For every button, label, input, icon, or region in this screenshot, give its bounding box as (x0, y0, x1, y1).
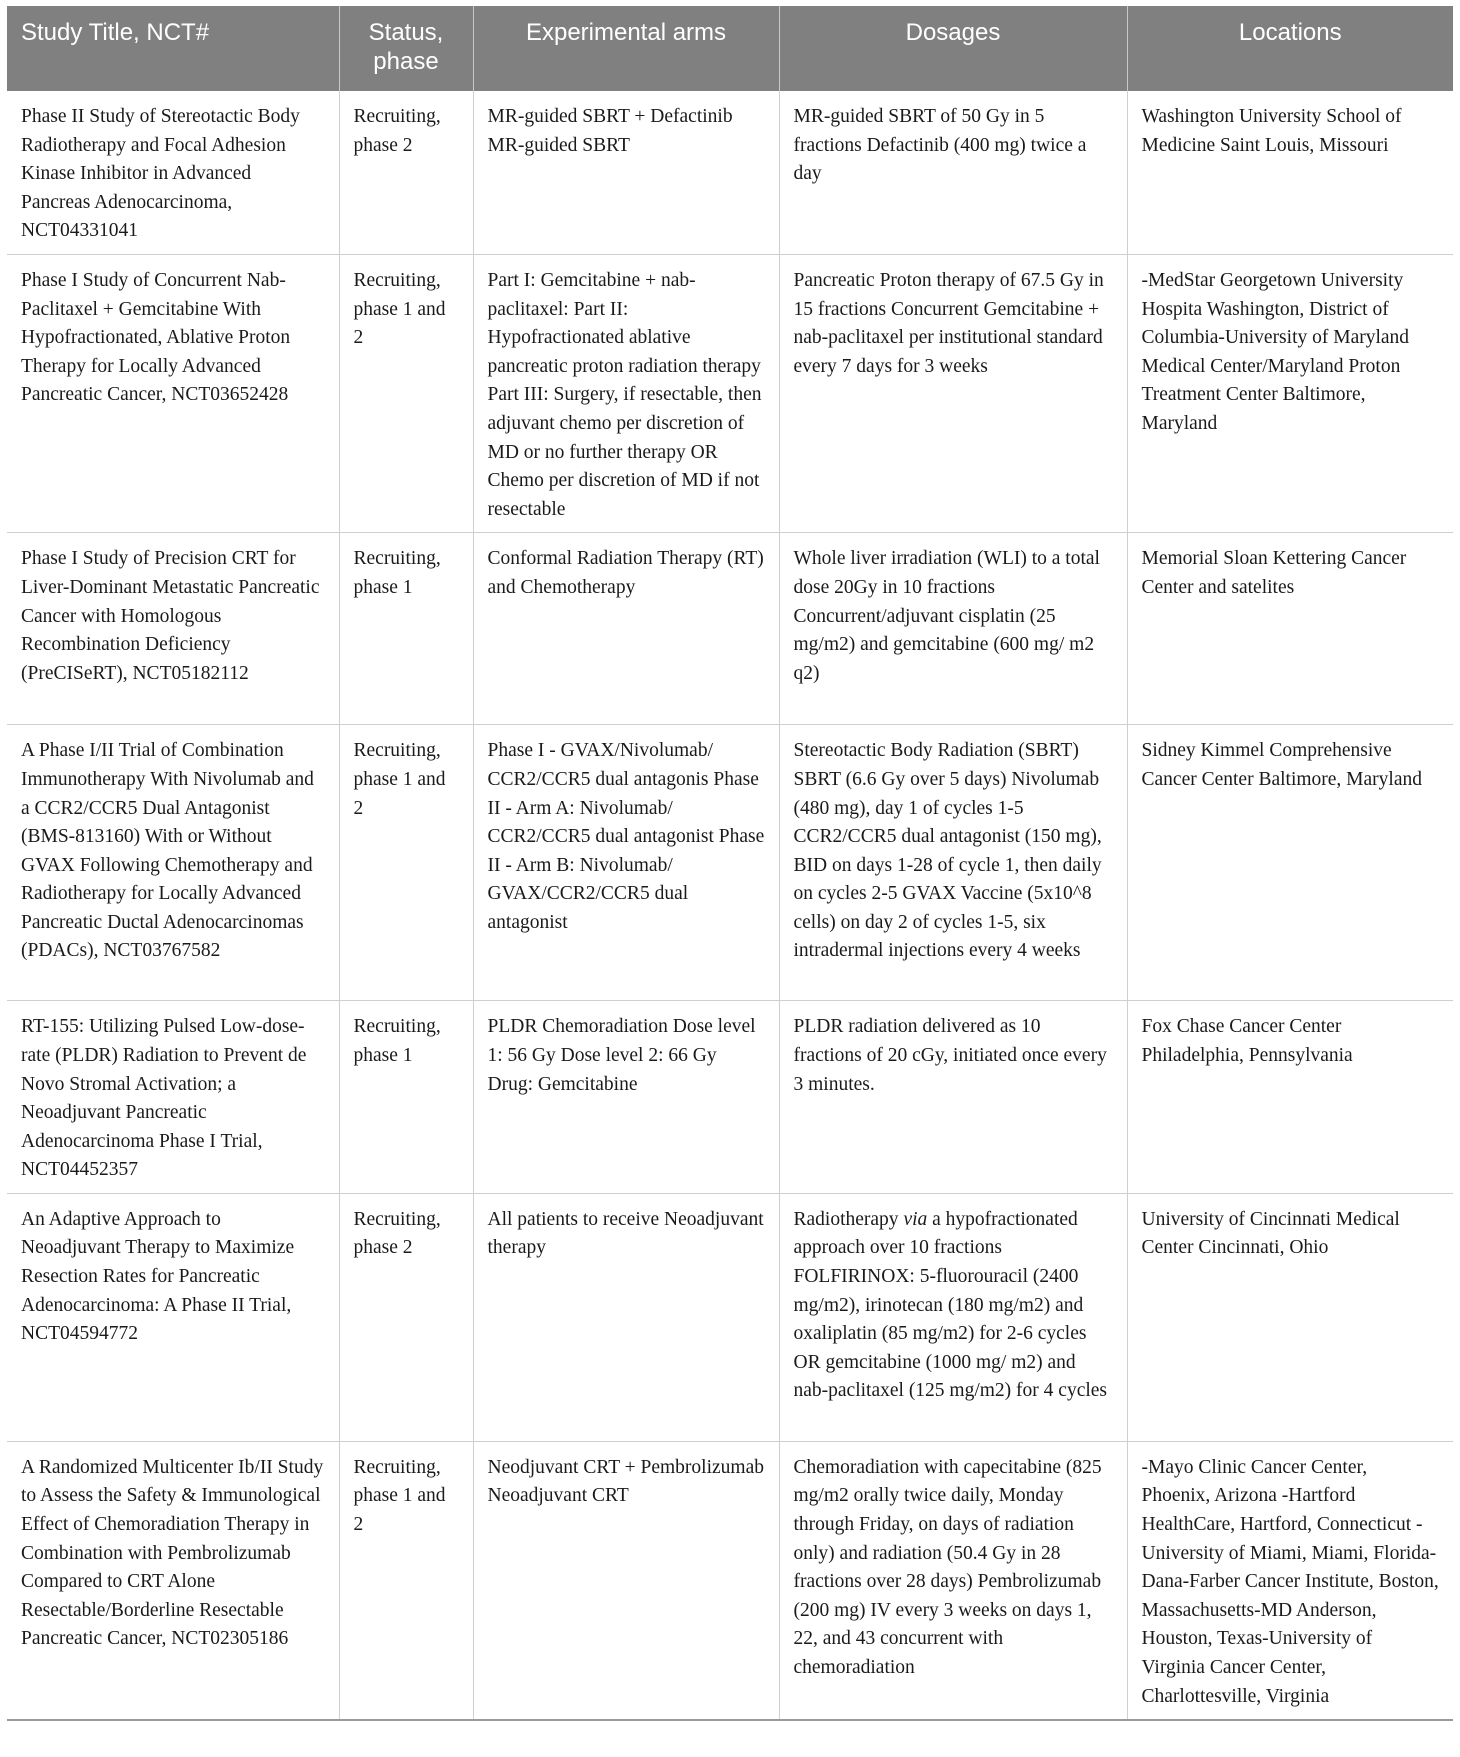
table-body (7, 91, 1453, 1720)
cell-arms: Conformal Radiation Therapy (RT) and Chemotherapy (473, 533, 779, 725)
cell-locations: -Mayo Clinic Cancer Center, Phoenix, Arizona -Hartford HealthCare, Hartford, Connecticut -University of Miami, Miami, Florida-Dana-Farber Cancer Institute, Boston, Massachusetts-MD Anderson, Houston, Texas-University of Virginia Cancer Center, Charlottesville, Virginia (1127, 1441, 1453, 1720)
cell-dosages (779, 1193, 1127, 1441)
cell-study-title: Phase II Study of Stereotactic Body Radiotherapy and Focal Adhesion Kinase Inhibitor in Advanced Pancreas Adenocarcinoma, NCT04331041 (7, 91, 339, 254)
cell-arms: MR-guided SBRT + Defactinib MR-guided SBRT (473, 91, 779, 254)
cell-status: Recruiting, phase 1 and 2 (339, 725, 473, 1001)
table-row (7, 1441, 1453, 1720)
table-row (7, 533, 1453, 725)
dosages-text-post: a hypofractionated approach over 10 fractions FOLFIRINOX: 5-fluorouracil (2400 mg/m2), irinotecan (180 mg/m2) and oxaliplatin (85 mg/m2) for 2-6 cycles OR gemcitabine (1000 mg/ m2) and nab-paclitaxel (125 mg/m2) for 4 cycles (793, 1208, 1108, 1402)
cell-status: Recruiting, phase 1 and 2 (339, 254, 473, 532)
cell-locations: -MedStar Georgetown University Hospita Washington, District of Columbia-University of Maryland Medical Center/Maryland Proton Treatment Center Baltimore, Maryland (1127, 254, 1453, 532)
column-header-status-phase: Status, phase (339, 6, 473, 91)
cell-arms: Neodjuvant CRT + Pembrolizumab Neoadjuvant CRT (473, 1441, 779, 1720)
dosages-text-italic: via (903, 1208, 928, 1230)
cell-dosages: Stereotactic Body Radiation (SBRT) SBRT (6.6 Gy over 5 days) Nivolumab (480 mg), day 1 of cycles 1-5 CCR2/CCR5 dual antagonist (150 mg), BID on days 1-28 of cycle 1, then daily on cycles 2-5 GVAX Vaccine (5x10^8 cells) on day 2 of cycles 1-5, six intradermal injections every 4 weeks (779, 725, 1127, 1001)
cell-locations: Sidney Kimmel Comprehensive Cancer Center Baltimore, Maryland (1127, 725, 1453, 1001)
cell-locations: Washington University School of Medicine Saint Louis, Missouri (1127, 91, 1453, 254)
table-row (7, 254, 1453, 532)
column-header-experimental-arms: Experimental arms (473, 6, 779, 91)
cell-locations: Memorial Sloan Kettering Cancer Center and satelites (1127, 533, 1453, 725)
column-header-study-title: Study Title, NCT# (7, 6, 339, 91)
column-header-locations: Locations (1127, 6, 1453, 91)
cell-status: Recruiting, phase 2 (339, 1193, 473, 1441)
table-row (7, 91, 1453, 254)
cell-status: Recruiting, phase 1 (339, 533, 473, 725)
cell-study-title: An Adaptive Approach to Neoadjuvant Therapy to Maximize Resection Rates for Pancreatic Adenocarcinoma: A Phase II Trial, NCT04594772 (7, 1193, 339, 1441)
cell-status: Recruiting, phase 2 (339, 91, 473, 254)
cell-study-title: Phase I Study of Precision CRT for Liver-Dominant Metastatic Pancreatic Cancer with Homologous Recombination Deficiency (PreCISeRT), NCT05182112 (7, 533, 339, 725)
cell-dosages: Whole liver irradiation (WLI) to a total dose 20Gy in 10 fractions Concurrent/adjuvant cisplatin (25 mg/m2) and gemcitabine (600 mg/ m2 q2) (779, 533, 1127, 725)
cell-arms: All patients to receive Neoadjuvant therapy (473, 1193, 779, 1441)
cell-study-title: Phase I Study of Concurrent Nab-Paclitaxel + Gemcitabine With Hypofractionated, Ablative Proton Therapy for Locally Advanced Pancreatic Cancer, NCT03652428 (7, 254, 339, 532)
cell-dosages: Chemoradiation with capecitabine (825 mg/m2 orally twice daily, Monday through Friday, on days of radiation only) and radiation (50.4 Gy in 28 fractions over 28 days) Pembrolizumab (200 mg) IV every 3 weeks on days 1, 22, and 43 concurrent with chemoradiation (779, 1441, 1127, 1720)
cell-dosages: MR-guided SBRT of 50 Gy in 5 fractions Defactinib (400 mg) twice a day (779, 91, 1127, 254)
table-row (7, 725, 1453, 1001)
cell-arms: Part I: Gemcitabine + nab-paclitaxel: Part II: Hypofractionated ablative pancreatic proton radiation therapy Part III: Surgery, if resectable, then adjuvant chemo per discretion of MD or no further therapy OR Chemo per discretion of MD if not resectable (473, 254, 779, 532)
cell-study-title: RT-155: Utilizing Pulsed Low-dose-rate (PLDR) Radiation to Prevent de Novo Stromal Activation; a Neoadjuvant Pancreatic Adenocarcinoma Phase I Trial, NCT04452357 (7, 1001, 339, 1194)
cell-dosages: Pancreatic Proton therapy of 67.5 Gy in 15 fractions Concurrent Gemcitabine + nab-paclitaxel per institutional standard every 7 days for 3 weeks (779, 254, 1127, 532)
table-row (7, 1001, 1453, 1194)
cell-study-title: A Randomized Multicenter Ib/II Study to Assess the Safety & Immunological Effect of Chemoradiation Therapy in Combination with Pembrolizumab Compared to CRT Alone Resectable/Borderline Resectable Pancreatic Cancer, NCT02305186 (7, 1441, 339, 1720)
table-row (7, 1193, 1453, 1441)
cell-arms: Phase I - GVAX/Nivolumab/ CCR2/CCR5 dual antagonis Phase II - Arm A: Nivolumab/ CCR2/CCR5 dual antagonist Phase II - Arm B: Nivolumab/ GVAX/CCR2/CCR5 dual antagonist (473, 725, 779, 1001)
cell-study-title: A Phase I/II Trial of Combination Immunotherapy With Nivolumab and a CCR2/CCR5 Dual Antagonist (BMS-813160) With or Without GVAX Following Chemotherapy and Radiotherapy for Locally Advanced Pancreatic Ductal Adenocarcinomas (PDACs), NCT03767582 (7, 725, 339, 1001)
column-header-dosages: Dosages (779, 6, 1127, 91)
cell-dosages: PLDR radiation delivered as 10 fractions of 20 cGy, initiated once every 3 minutes. (779, 1001, 1127, 1194)
table-header (7, 6, 1453, 91)
dosages-text-pre: Radiotherapy (793, 1208, 904, 1230)
cell-status: Recruiting, phase 1 and 2 (339, 1441, 473, 1720)
cell-locations: University of Cincinnati Medical Center Cincinnati, Ohio (1127, 1193, 1453, 1441)
cell-arms: PLDR Chemoradiation Dose level 1: 56 Gy Dose level 2: 66 Gy Drug: Gemcitabine (473, 1001, 779, 1194)
cell-status: Recruiting, phase 1 (339, 1001, 473, 1194)
trials-table-container (7, 6, 1453, 1721)
cell-locations: Fox Chase Cancer Center Philadelphia, Pennsylvania (1127, 1001, 1453, 1194)
header-row (7, 6, 1453, 91)
clinical-trials-table (7, 6, 1453, 1721)
